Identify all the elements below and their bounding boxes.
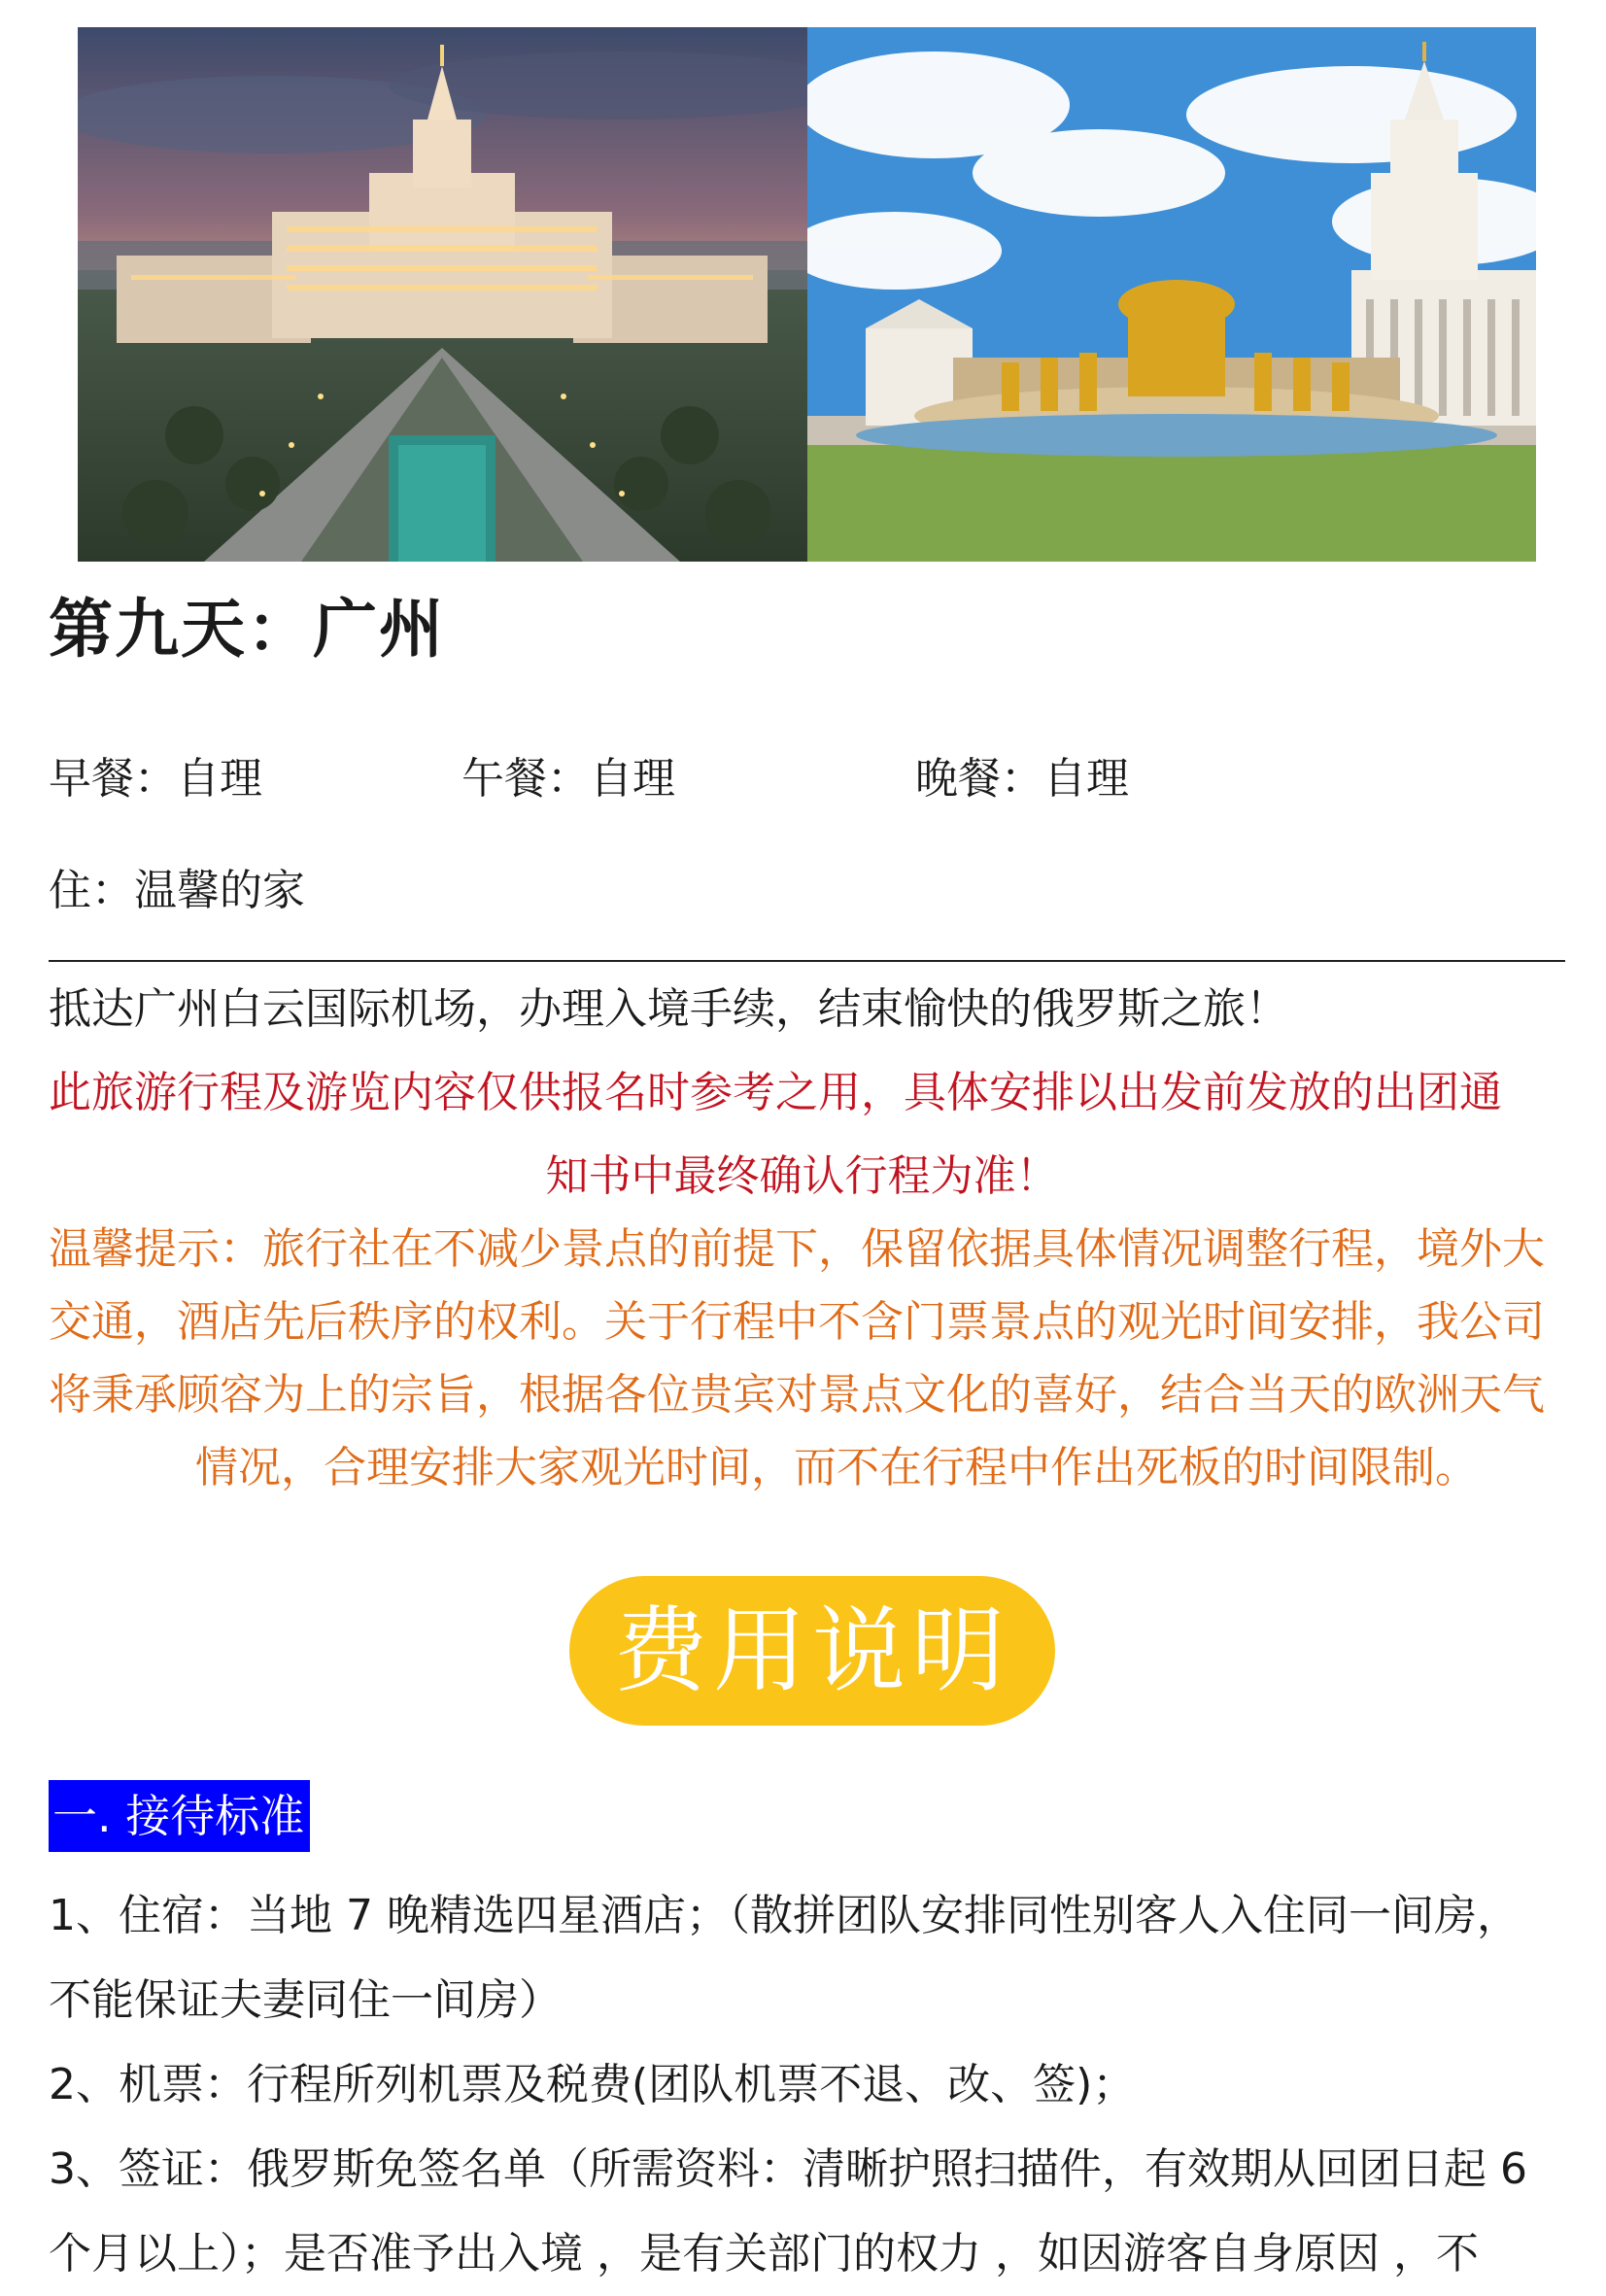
lunch-info: 午餐：自理 (461, 754, 675, 804)
terms-line: 3、签证：俄罗斯免签名单（所需资料：清晰护照扫描件，有效期从回团日起 6 (49, 2144, 1527, 2194)
moscow-state-university-photo (78, 27, 807, 562)
tips-line: 情况，合理安排大家观光时间，而不在行程中作出死板的时间限制。 (195, 1443, 1478, 1492)
itinerary-description: 抵达广州白云国际机场，办理入境手续，结束愉快的俄罗斯之旅！ (49, 984, 1288, 1034)
notice-line: 此旅游行程及游览内容仅供报名时参考之用，具体安排以出发前发放的出团通 (49, 1068, 1502, 1117)
tips-line: 将秉承顾容为上的宗旨，根据各位贵宾对景点文化的喜好，结合当天的欧洲天气 (49, 1370, 1545, 1420)
vdnkh-fountain-pavilion-photo (807, 27, 1536, 562)
tips-line: 交通，酒店先后秩序的权利。关于行程中不含门票景点的观光时间安排，我公司 (49, 1297, 1545, 1347)
terms-line: 2、机票：行程所列机票及税费(团队机票不退、改、签)； (49, 2060, 1136, 2109)
notice-line: 知书中最终确认行程为准！ (545, 1151, 1059, 1201)
reception-standard-list (49, 1873, 1566, 2296)
accommodation-info: 住：温馨的家 (49, 866, 305, 915)
terms-line: 个月以上）；是否准予出入境 ，是有关部门的权力 ，如因游客自身原因 ，不 (49, 2229, 1479, 2279)
day-title: 第九天：广州 (49, 592, 445, 667)
photo-strip (78, 27, 1536, 562)
breakfast-info: 早餐：自理 (49, 754, 262, 804)
divider (49, 960, 1565, 962)
tips-line: 温馨提示：旅行社在不减少景点的前提下，保留依据具体情况调整行程，境外大 (49, 1224, 1545, 1274)
dinner-info: 晚餐：自理 (915, 754, 1129, 804)
section-heading: 一. 接待标准 (49, 1780, 310, 1852)
meals-row (49, 743, 1564, 802)
itinerary-notice (49, 1051, 1565, 1218)
terms-line: 不能保证夫妻同住一间房） (49, 1975, 562, 2025)
fee-section-banner: 费用说明 (569, 1576, 1055, 1726)
terms-line: 1、住宿：当地 7 晚精选四星酒店；（散拼团队安排同性别客人入住同一间房， (49, 1891, 1520, 1940)
warm-tips (49, 1213, 1566, 1504)
